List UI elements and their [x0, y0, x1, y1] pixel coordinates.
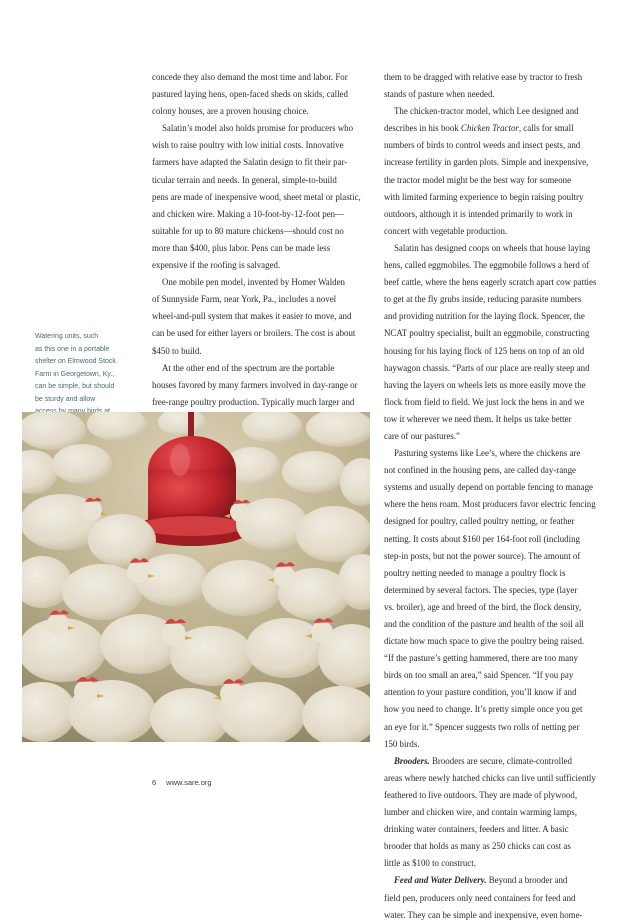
paragraph: Salatin has designed coops on wheels that house laying hens, called eggmobiles. The eggmobile follows a herd of beef cattle, where the hens eagerly scratch apart cow patties to get at the fly grubs inside, reducing parasite numbers and providing nutrition for the laying flock. Spencer, the NCAT poultry specialist, built an eggmobile, constructing housing for his laying flock of 125 hens on top of an old haywagon chassis. “Parts of our place are really steep and having the layers on wheels lets us more easily move the flock from field to field. We just lock the hens in and we tow it wherever we need them. It helps us take better care of our pastures.” [384, 242, 597, 441]
subhead-brooders: Brooders. [394, 755, 430, 766]
page-footer [152, 778, 212, 787]
page-number: 6 [152, 778, 157, 787]
chicken-photo-illustration [22, 412, 370, 742]
subhead-feed-water: Feed and Water Delivery. [394, 875, 487, 886]
paragraph: Feed and Water Delivery. Beyond a brooder and field pen, producers only need containers for feed and water. They can be simple and inexpensive, even home- [384, 875, 583, 920]
paragraph: concede they also demand the most time and labor. For pastured laying hens, open-faced sheds on skids, called colony houses, are a proven housing choice. [152, 72, 348, 117]
paragraph: At the other end of the spectrum are the portable houses favored by many farmers involved in day-range or free-range poultry production. Typically much larger and [152, 362, 358, 407]
paragraph: them to be dragged with relative ease by tractor to fresh stands of pasture when needed. [384, 72, 583, 100]
paragraph: Salatin’s model also holds promise for producers who wish to raise poultry with low initial costs. Innovative farmers have adapted the Salatin design to fit their par- ticular terrain and needs. In general, simple-to-build pens are made of inexpensive wood, sheet metal or plastic, and chicken wire. Making a 10-foot-by-12-foot pen— suitable for up to 80 mature chickens—should cost no more than $400, plus labor. Pens can be made less expensive if the roofing is salvaged. [152, 123, 361, 271]
text-column-right [384, 69, 606, 924]
photo-caption: Watering units, such as this one in a portable shelter on Elmwood Stock Farm in Georgetown, Ky., can be simple, but should be sturdy and allow [35, 331, 145, 444]
paragraph: One mobile pen model, invented by Homer Walden of Sunnyside Farm, near York, Pa., includes a novel wheel-and-pull system that makes it easier to move, and can be used for either layers or broilers. The cost is about $450 to build. [152, 277, 356, 356]
paragraph: Brooders. Brooders are secure, climate-controlled areas where newly hatched chicks can live until sufficiently feathered to live outdoors. They are made of plywood, lumber and chicken wire, and contain warming lamps, drinking water containers, feeders and litter. A basic brooder that holds as many as 250 chicks can cost as little as $100 to construct. [384, 755, 596, 869]
website-link[interactable]: www.sare.org [166, 778, 212, 787]
paragraph: Pasturing systems like Lee’s, where the chickens are not confined in the housing pens, are called day-range systems and usually depend on portable fencing to manage where the hens roam. Most producers favor electric fencing designed for poultry, called poultry netting, or feather netting. It costs about $160 per 164-foot roll (including step-in posts, but not the power source). The amount of poultry netting needed to manage a poultry flock is determined by several factors. The species, type (layer vs. broiler), age and breed of the bird, the flock density, and the condition of the pasture and health of the soil all dictate how much space to give the poultry being raised. “If the pasture’s getting hammered, there are too many birds on too small an area,” said Spencer. “If you pay attention to your pasture condition, you’ll know if and how you need to change. It’s pretty simple once you get an eye for it.” Spencer suggests two rolls of netting per 150 birds. [384, 448, 596, 749]
paragraph: The chicken-tractor model, which Lee designed and describes in his book Chicken Tractor, calls for small numbers of birds to control weeds and insect pests, and increase fertility in garden plots. Simple and inexpensive, the tractor model might be the best way for someone with limited farming experience to begin raising poultry outdoors, although it is intended primarily to work in concert with vegetable production. [384, 106, 589, 236]
book-title: Chicken Tractor [460, 123, 519, 134]
chicken-photo [22, 412, 370, 742]
